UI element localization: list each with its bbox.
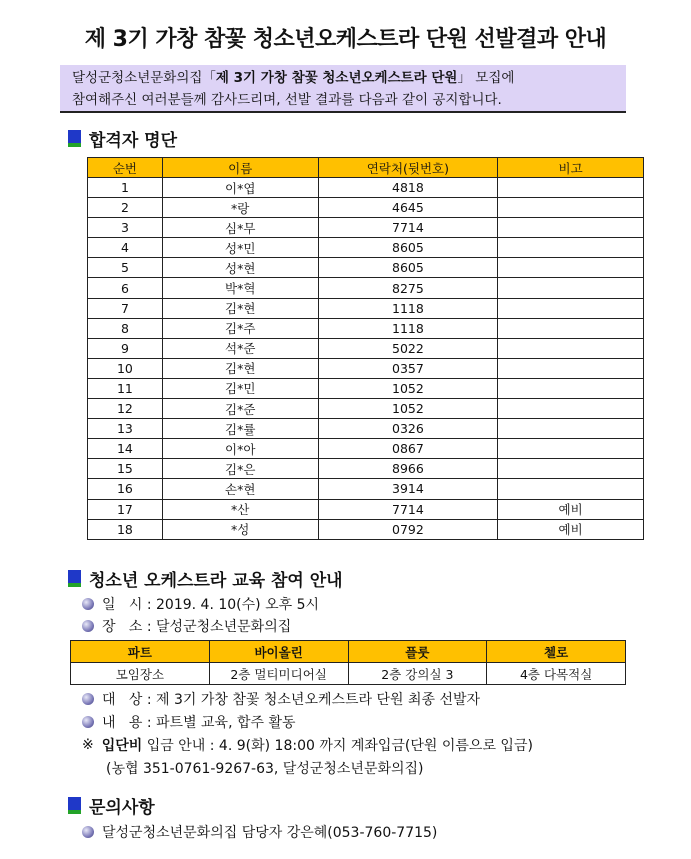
education-heading bbox=[68, 566, 343, 591]
contact-digits: 0357 bbox=[318, 358, 498, 378]
table-row bbox=[88, 378, 644, 398]
contact-digits: 0792 bbox=[318, 519, 498, 539]
remarks bbox=[498, 198, 644, 218]
remarks bbox=[498, 298, 644, 318]
remarks bbox=[498, 318, 644, 338]
table-row bbox=[88, 419, 644, 439]
account-info: (농협 351-0761-9267-63, 달성군청소년문화의집) bbox=[106, 761, 424, 777]
contact-digits: 7714 bbox=[318, 218, 498, 238]
remarks bbox=[498, 378, 644, 398]
member-name: 석*준 bbox=[162, 338, 318, 358]
row-number: 1 bbox=[88, 178, 163, 198]
row-number: 10 bbox=[88, 358, 163, 378]
table-row bbox=[88, 519, 644, 539]
member-name: *랑 bbox=[162, 198, 318, 218]
col-header-name: 이름 bbox=[162, 158, 318, 178]
table-row bbox=[88, 198, 644, 218]
part-violin: 바이올린 bbox=[209, 641, 348, 663]
member-name: 김*주 bbox=[162, 318, 318, 338]
member-name: 김*률 bbox=[162, 419, 318, 439]
contact-digits: 8966 bbox=[318, 459, 498, 479]
results-heading bbox=[68, 126, 177, 151]
row-number: 17 bbox=[88, 499, 163, 519]
contact-digits: 1052 bbox=[318, 378, 498, 398]
remarks bbox=[498, 439, 644, 459]
contact-info: 달성군청소년문화의집 담당자 강은혜(053-760-7715) bbox=[102, 825, 438, 841]
member-name: *성 bbox=[162, 519, 318, 539]
row-number: 15 bbox=[88, 459, 163, 479]
contact-digits: 8605 bbox=[318, 258, 498, 278]
remarks bbox=[498, 419, 644, 439]
row-number: 8 bbox=[88, 318, 163, 338]
table-row bbox=[88, 358, 644, 378]
row-number: 7 bbox=[88, 298, 163, 318]
bullet-circle-icon bbox=[82, 598, 94, 610]
contact-digits: 8605 bbox=[318, 238, 498, 258]
bullet-circle-icon bbox=[82, 716, 94, 728]
education-content-line bbox=[82, 712, 296, 732]
remarks: 예비 bbox=[498, 519, 644, 539]
contact-digits: 1118 bbox=[318, 318, 498, 338]
row-number: 3 bbox=[88, 218, 163, 238]
education-date-line bbox=[82, 594, 319, 614]
member-name: *산 bbox=[162, 499, 318, 519]
location-row bbox=[71, 663, 626, 685]
row-number: 6 bbox=[88, 278, 163, 298]
education-target-line bbox=[82, 689, 480, 709]
entry-fee-text: 입금 안내 : 4. 9(화) 18:00 까지 계좌입금(단원 이름으로 입금) bbox=[142, 738, 533, 754]
col-header-remarks: 비고 bbox=[498, 158, 644, 178]
member-name: 이*아 bbox=[162, 439, 318, 459]
member-name: 김*현 bbox=[162, 298, 318, 318]
document-title: 제 3기 가창 참꽃 청소년오케스트라 단원 선발결과 안내 bbox=[84, 27, 607, 52]
remarks bbox=[498, 218, 644, 238]
member-name: 이*엽 bbox=[162, 178, 318, 198]
part-header: 파트 bbox=[71, 641, 210, 663]
member-name: 손*현 bbox=[162, 479, 318, 499]
education-target: 대 상 : 제 3기 가창 참꽃 청소년오케스트라 단원 최종 선발자 bbox=[102, 692, 481, 708]
remarks bbox=[498, 238, 644, 258]
remarks bbox=[498, 459, 644, 479]
entry-fee-label: 입단비 bbox=[101, 738, 143, 754]
row-number: 4 bbox=[88, 238, 163, 258]
col-header-number: 순번 bbox=[88, 158, 163, 178]
member-name: 성*현 bbox=[162, 258, 318, 278]
notice-box bbox=[60, 65, 626, 113]
table-row bbox=[88, 298, 644, 318]
location-flute: 2층 강의실 3 bbox=[348, 663, 487, 685]
notice-line-1 bbox=[72, 67, 618, 89]
section-bullet-icon bbox=[68, 797, 81, 814]
remarks bbox=[498, 479, 644, 499]
location-header-row bbox=[71, 641, 626, 663]
results-table bbox=[87, 157, 644, 540]
contact-digits: 4818 bbox=[318, 178, 498, 198]
remarks bbox=[498, 258, 644, 278]
section-bullet-icon bbox=[68, 130, 81, 147]
table-row bbox=[88, 218, 644, 238]
account-line bbox=[106, 758, 424, 778]
row-number: 16 bbox=[88, 479, 163, 499]
row-number: 12 bbox=[88, 399, 163, 419]
location-violin: 2층 멀티미디어실 bbox=[209, 663, 348, 685]
row-number: 18 bbox=[88, 519, 163, 539]
remarks bbox=[498, 358, 644, 378]
member-name: 김*준 bbox=[162, 399, 318, 419]
contact-digits: 8275 bbox=[318, 278, 498, 298]
notice-prefix: 달성군청소년문화의집「 bbox=[72, 70, 216, 86]
row-number: 13 bbox=[88, 419, 163, 439]
location-cello: 4층 다목적실 bbox=[487, 663, 626, 685]
bullet-circle-icon bbox=[82, 693, 94, 705]
bullet-circle-icon bbox=[82, 826, 94, 838]
member-name: 김*민 bbox=[162, 378, 318, 398]
table-row bbox=[88, 238, 644, 258]
row-number: 9 bbox=[88, 338, 163, 358]
notice-suffix: 」 모집에 bbox=[457, 70, 515, 86]
section-bullet-icon bbox=[68, 570, 81, 587]
education-place: 장 소 : 달성군청소년문화의집 bbox=[102, 619, 292, 635]
contact-heading bbox=[68, 793, 155, 818]
row-number: 14 bbox=[88, 439, 163, 459]
remarks: 예비 bbox=[498, 499, 644, 519]
note-mark: ※ bbox=[82, 737, 94, 753]
education-heading-text: 청소년 오케스트라 교육 참여 안내 bbox=[89, 571, 343, 591]
contact-digits: 5022 bbox=[318, 338, 498, 358]
education-place-line bbox=[82, 616, 291, 636]
entry-fee-line bbox=[82, 735, 533, 755]
remarks bbox=[498, 178, 644, 198]
remarks bbox=[498, 278, 644, 298]
row-number: 5 bbox=[88, 258, 163, 278]
col-header-contact: 연락처(뒷번호) bbox=[318, 158, 498, 178]
table-row bbox=[88, 278, 644, 298]
contact-digits: 4645 bbox=[318, 198, 498, 218]
contact-digits: 7714 bbox=[318, 499, 498, 519]
table-row bbox=[88, 399, 644, 419]
table-row bbox=[88, 479, 644, 499]
bullet-circle-icon bbox=[82, 620, 94, 632]
contact-heading-text: 문의사항 bbox=[89, 798, 155, 818]
results-heading-text: 합격자 명단 bbox=[89, 131, 178, 151]
table-row bbox=[88, 178, 644, 198]
notice-program-name: 제 3기 가창 참꽃 청소년오케스트라 단원 bbox=[215, 70, 458, 86]
table-row bbox=[88, 318, 644, 338]
member-name: 성*민 bbox=[162, 238, 318, 258]
education-content: 내 용 : 파트별 교육, 합주 활동 bbox=[102, 715, 296, 731]
table-row bbox=[88, 258, 644, 278]
member-name: 김*은 bbox=[162, 459, 318, 479]
location-table bbox=[70, 640, 626, 685]
part-cello: 첼로 bbox=[487, 641, 626, 663]
table-row bbox=[88, 439, 644, 459]
location-label: 모임장소 bbox=[71, 663, 210, 685]
member-name: 심*무 bbox=[162, 218, 318, 238]
contact-digits: 1118 bbox=[318, 298, 498, 318]
table-row bbox=[88, 459, 644, 479]
table-row bbox=[88, 499, 644, 519]
remarks bbox=[498, 399, 644, 419]
notice-line-2: 참여해주신 여러분들께 감사드리며, 선발 결과를 다음과 같이 공지합니다. bbox=[72, 92, 502, 108]
education-date: 일 시 : 2019. 4. 10(수) 오후 5시 bbox=[102, 597, 319, 613]
remarks bbox=[498, 338, 644, 358]
member-name: 박*혁 bbox=[162, 278, 318, 298]
table-row bbox=[88, 338, 644, 358]
row-number: 11 bbox=[88, 378, 163, 398]
contact-digits: 1052 bbox=[318, 399, 498, 419]
contact-line bbox=[82, 822, 437, 842]
member-name: 김*현 bbox=[162, 358, 318, 378]
results-header-row bbox=[88, 158, 644, 178]
contact-digits: 0867 bbox=[318, 439, 498, 459]
row-number: 2 bbox=[88, 198, 163, 218]
contact-digits: 0326 bbox=[318, 419, 498, 439]
part-flute: 플룻 bbox=[348, 641, 487, 663]
contact-digits: 3914 bbox=[318, 479, 498, 499]
